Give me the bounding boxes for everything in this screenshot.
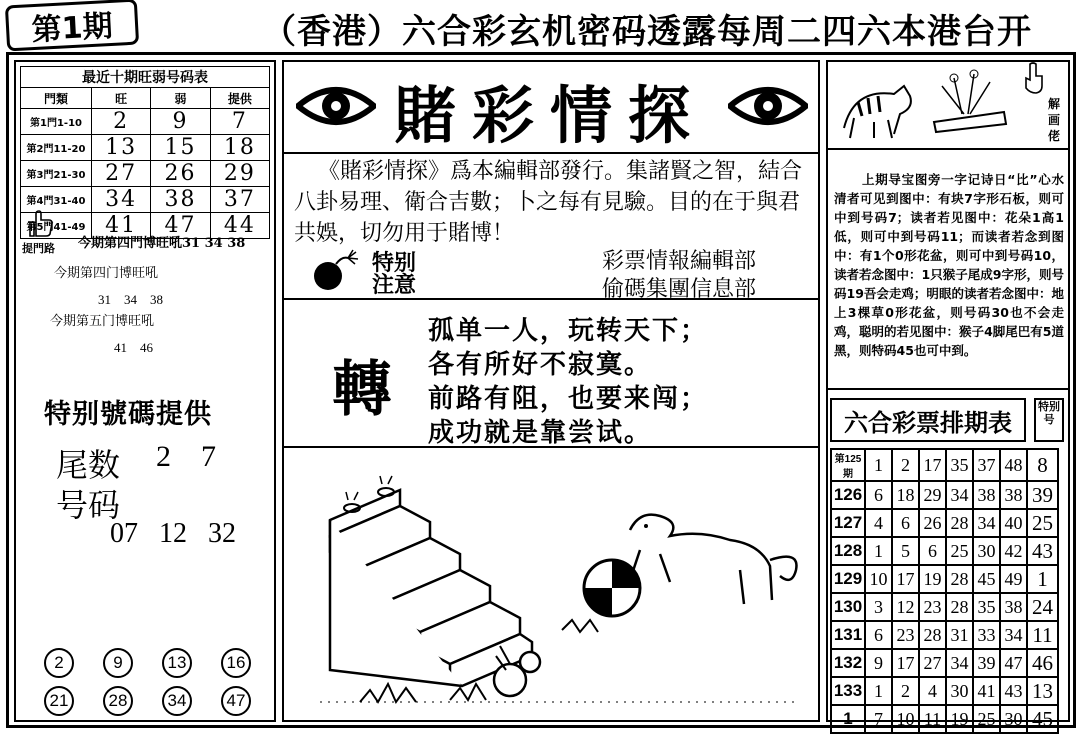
special-number-cell: 13 [1027,677,1058,705]
draw-number-cell: 47 [1000,649,1027,677]
draw-number-cell: 6 [865,621,892,649]
special-number-cell: 8 [1027,449,1058,481]
table-cell: 13 [92,135,151,161]
hint-nums-1: 31 34 38 [98,292,163,307]
table-cell: 2 [92,109,151,135]
row-label: 第3門21-30 [21,161,92,187]
draw-number-cell: 18 [892,481,919,509]
page-title: （香港）六合彩玄机密码透露每周二四六本港台开 [262,12,1032,52]
draw-number-cell: 11 [919,705,946,733]
draw-number-cell: 41 [973,677,1000,705]
draw-number-cell: 34 [946,649,973,677]
schedule-row [831,621,1058,649]
table-cell: 44 [210,213,269,239]
column-header: 弱 [151,88,210,109]
draw-number-cell: 26 [919,509,946,537]
draw-number-cell: 3 [865,593,892,621]
table-row [21,161,270,187]
hint-line-2: 今期第五门博旺吼 [50,314,155,329]
lucky-number-circle: 21 [44,686,74,716]
table-cell: 41 [92,213,151,239]
lucky-number-circle: 47 [221,686,251,716]
draw-number-cell: 19 [919,565,946,593]
draw-number-cell: 1 [865,677,892,705]
poem-line: 成功就是靠尝试。 [428,418,653,448]
table-cell: 34 [92,187,151,213]
table-row [21,135,270,161]
draw-number-cell: 17 [919,449,946,481]
row-label: 第1門1-10 [21,109,92,135]
draw-number-cell: 34 [973,509,1000,537]
table-row [21,187,270,213]
draw-number-cell: 29 [919,481,946,509]
special-header: 特别號碼提供 [44,399,212,430]
schedule-row [831,481,1058,509]
draw-number-cell: 48 [1000,449,1027,481]
lucky-number-circle: 13 [162,648,192,678]
draw-number-cell: 28 [946,593,973,621]
period-cell: 133 [831,677,865,705]
draw-number-cell: 10 [865,565,892,593]
draw-number-cell: 4 [865,509,892,537]
period-cell: 131 [831,621,865,649]
draw-number-cell: 45 [973,565,1000,593]
code-nums: 07 12 32 [110,518,236,549]
special-number-cell: 45 [1027,705,1058,733]
table-cell: 15 [151,135,210,161]
draw-number-cell: 30 [1000,705,1027,733]
draw-number-cell: 38 [1000,593,1027,621]
period-cell: 132 [831,649,865,677]
period-cell: 1 [831,705,865,733]
pointing-hand-icon [1022,62,1046,98]
lucky-number-circle: 2 [44,648,74,678]
schedule-row [831,537,1058,565]
draw-number-cell: 35 [946,449,973,481]
eye-icon-right [728,80,808,136]
schedule-row [831,565,1058,593]
tail-nums: 2 7 [156,440,216,473]
period-cell: 第125期 [831,449,865,481]
tiger-illustration [834,68,1014,148]
special-number-cell: 1 [1027,565,1058,593]
special-col-header: 特别号 [1034,398,1064,442]
draw-number-cell: 34 [946,481,973,509]
hint-nums-2: 41 46 [114,340,153,355]
draw-number-cell: 35 [973,593,1000,621]
tail-label: 尾数 [56,446,121,484]
table-cell: 9 [151,109,210,135]
masthead-title: 賭彩情探 [394,79,707,152]
poem-line: 各有所好不寂寞。 [428,350,653,380]
divider [284,446,818,448]
special-number-cell: 11 [1027,621,1058,649]
intro-text: 《賭彩情探》爲本編輯部發行。集諸賢之智，結合八卦易理、衛合吉數；卜之每有見驗。目的在于與君共娛，切勿用于賭博！ [294,159,803,246]
draw-number-cell: 28 [919,621,946,649]
draw-number-cell: 25 [946,537,973,565]
thumb-icon [28,210,54,242]
draw-number-cell: 38 [1000,481,1027,509]
table-cell: 7 [210,109,269,135]
poem [428,314,708,450]
row-label: 第2門11-20 [21,135,92,161]
period-cell: 130 [831,593,865,621]
draw-number-cell: 40 [1000,509,1027,537]
divider [284,152,818,154]
column-header: 旺 [92,88,151,109]
issue-badge: 第1期 [5,0,139,51]
draw-number-cell: 9 [865,649,892,677]
table-cell: 29 [210,161,269,187]
draw-number-cell: 49 [1000,565,1027,593]
poem-line: 前路有阻，也要来闯； [428,384,709,414]
column-header: 提供 [210,88,269,109]
draw-number-cell: 1 [865,449,892,481]
period-cell: 129 [831,565,865,593]
draw-number-cell: 31 [946,621,973,649]
schedule-title: 六合彩票排期表 [830,398,1026,442]
period-cell: 127 [831,509,865,537]
code-label: 号码 [56,486,121,524]
draw-number-cell: 5 [892,537,919,565]
divider [828,148,1068,150]
draw-number-cell: 10 [892,705,919,733]
notice-label-1: 特别 [372,251,417,276]
bomb-icon [308,248,360,296]
zhuan-character: 轉 [332,355,392,425]
draw-number-cell: 28 [946,565,973,593]
riddle-text: 上期导宝图旁一字记诗日“比”心水清者可见到图中：有块7字形石板，则可中到号码7；读者若见图中：花朵1高1低，则可中到号码11；而读者若念到图中：有1个0形花盆，则可中到号码10，读者若念图中：1只猴子尾成9字形，则号码19吾会走鸡；明眼的读者若念图中：地上3棵草0形花盆，则号码30也不会走鸡，聪明的若见图中：猴子4脚尾巴有5道黑，则特码45也可中到。 [834,172,1064,358]
draw-number-cell: 6 [865,481,892,509]
draw-number-cell: 2 [892,449,919,481]
draw-number-cell: 33 [973,621,1000,649]
lucky-number-circle: 16 [221,648,251,678]
special-number-cell: 46 [1027,649,1058,677]
notice-label-2: 注意 [372,273,417,298]
special-number-cell: 24 [1027,593,1058,621]
table-cell: 47 [151,213,210,239]
row-label: 第4門31-40 [21,187,92,213]
draw-number-cell: 30 [973,537,1000,565]
hint-label: 解画佬 [1048,97,1061,143]
table-row [21,109,270,135]
schedule-row [831,705,1058,733]
draw-number-cell: 43 [1000,677,1027,705]
draw-number-cell: 27 [919,649,946,677]
schedule-row [831,677,1058,705]
draw-number-cell: 6 [919,537,946,565]
special-number-cell: 39 [1027,481,1058,509]
draw-number-cell: 7 [865,705,892,733]
draw-number-cell: 23 [892,621,919,649]
divider [828,388,1068,390]
schedule-row [831,509,1058,537]
schedule-row [831,649,1058,677]
table-cell: 38 [151,187,210,213]
draw-number-cell: 23 [919,593,946,621]
draw-number-cell: 42 [1000,537,1027,565]
special-number-cell: 43 [1027,537,1058,565]
dept-1: 彩票情報編輯部 [602,249,757,274]
column-header: 門類 [21,88,92,109]
table-cell: 26 [151,161,210,187]
draw-number-cell: 6 [892,509,919,537]
table-cell: 37 [210,187,269,213]
row-label: 第5門41-49 [21,213,92,239]
poem-line: 孤单一人，玩转天下； [428,316,709,346]
hot-cold-table [20,66,270,239]
table-cell: 18 [210,135,269,161]
puzzle-illustration [300,470,810,714]
draw-number-cell: 2 [892,677,919,705]
schedule-row [831,449,1058,481]
draw-number-cell: 4 [919,677,946,705]
special-number-cell: 25 [1027,509,1058,537]
draw-number-cell: 38 [973,481,1000,509]
draw-number-cell: 1 [865,537,892,565]
period-cell: 128 [831,537,865,565]
draw-number-cell: 17 [892,565,919,593]
tip-label: 提門路 [22,242,55,255]
draw-number-cell: 28 [946,509,973,537]
hint-line-1: 今期第四门博旺吼 [54,266,159,281]
table-cell: 27 [92,161,151,187]
table-title: 最近十期旺弱号码表 [21,67,270,88]
eye-icon-left [296,80,376,136]
divider [284,298,818,300]
draw-number-cell: 30 [946,677,973,705]
schedule-table [830,448,1059,734]
draw-number-cell: 17 [892,649,919,677]
draw-number-cell: 19 [946,705,973,733]
draw-number-cell: 39 [973,649,1000,677]
period-cell: 126 [831,481,865,509]
draw-number-cell: 34 [1000,621,1027,649]
draw-number-cell: 12 [892,593,919,621]
lucky-number-circle: 34 [162,686,192,716]
draw-number-cell: 37 [973,449,1000,481]
tip-line: 今期第四門博旺吼31 34 38 [78,236,246,251]
draw-number-cell: 25 [973,705,1000,733]
lucky-number-circle: 9 [103,648,133,678]
schedule-row [831,593,1058,621]
lucky-number-circle: 28 [103,686,133,716]
dept-2: 偷碼集團信息部 [602,277,757,302]
